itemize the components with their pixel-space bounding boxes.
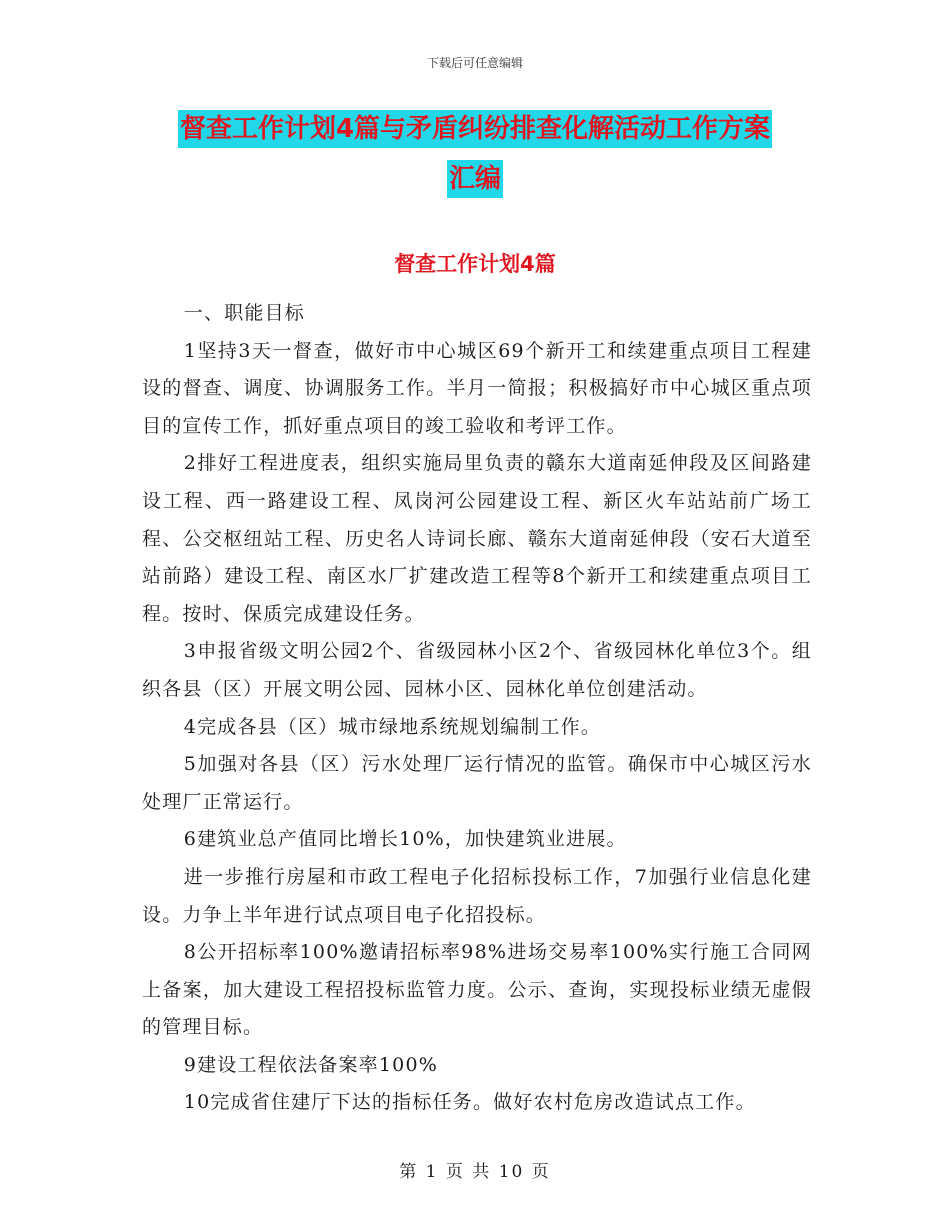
paragraph: 9建设工程依法备案率100% [183, 1053, 439, 1076]
paragraph: 10完成省住建厅下达的指标任务。做好农村危房改造试点工作。 [183, 1091, 756, 1114]
paragraph: 1坚持3天一督查，做好市中心城区69个新开工和续建重点项目工程建设的督查、调度、协调服务工作。半月一简报；积极搞好市中心城区重点项目的宣传工作，抓好重点项目的竣工验收和考评工作。 [142, 339, 812, 437]
document-title [0, 110, 950, 198]
paragraph: 2排好工程进度表，组织实施局里负责的赣东大道南延伸段及区间路建设工程、西一路建设工程、凤岗河公园建设工程、新区火车站站前广场工程、公交枢纽站工程、历史名人诗词长廊、赣东大道南延伸段（安石大道至站前路）建设工程、南区水厂扩建改造工程等8个新开工和续建重点项目工程。按时、保质完成建设任务。 [142, 452, 812, 625]
paragraph: 3申报省级文明公园2个、省级园林小区2个、省级园林化单位3个。组织各县（区）开展文明公园、园林小区、园林化单位创建活动。 [142, 640, 812, 700]
paragraph: 进一步推行房屋和市政工程电子化招标投标工作，7加强行业信息化建设。力争上半年进行试点项目电子化招投标。 [142, 865, 812, 926]
title-line-1: 督查工作计划4篇与矛盾纠纷排查化解活动工作方案 [178, 110, 772, 148]
paragraph: 一、职能目标 [183, 302, 305, 324]
paragraph: 4完成各县（区）城市绿地系统规划编制工作。 [183, 715, 602, 738]
title-line-2: 汇编 [447, 160, 503, 198]
paragraph: 5加强对各县（区）污水处理厂运行情况的监管。确保市中心城区污水处理厂正常运行。 [142, 753, 812, 813]
paragraph: 8公开招标率100%邀请招标率98%进场交易率100%实行施工合同网上备案，加大建设工程招投标监管力度。公示、查询，实现投标业绩无虚假的管理目标。 [142, 941, 812, 1039]
header-note: 下载后可任意编辑 [426, 56, 523, 70]
document-body [142, 295, 812, 1122]
page-footer: 第 1 页 共 10 页 [399, 1162, 551, 1182]
section-title: 督查工作计划4篇 [394, 252, 556, 276]
paragraph: 6建筑业总产值同比增长10%，加快建筑业进展。 [183, 828, 627, 851]
